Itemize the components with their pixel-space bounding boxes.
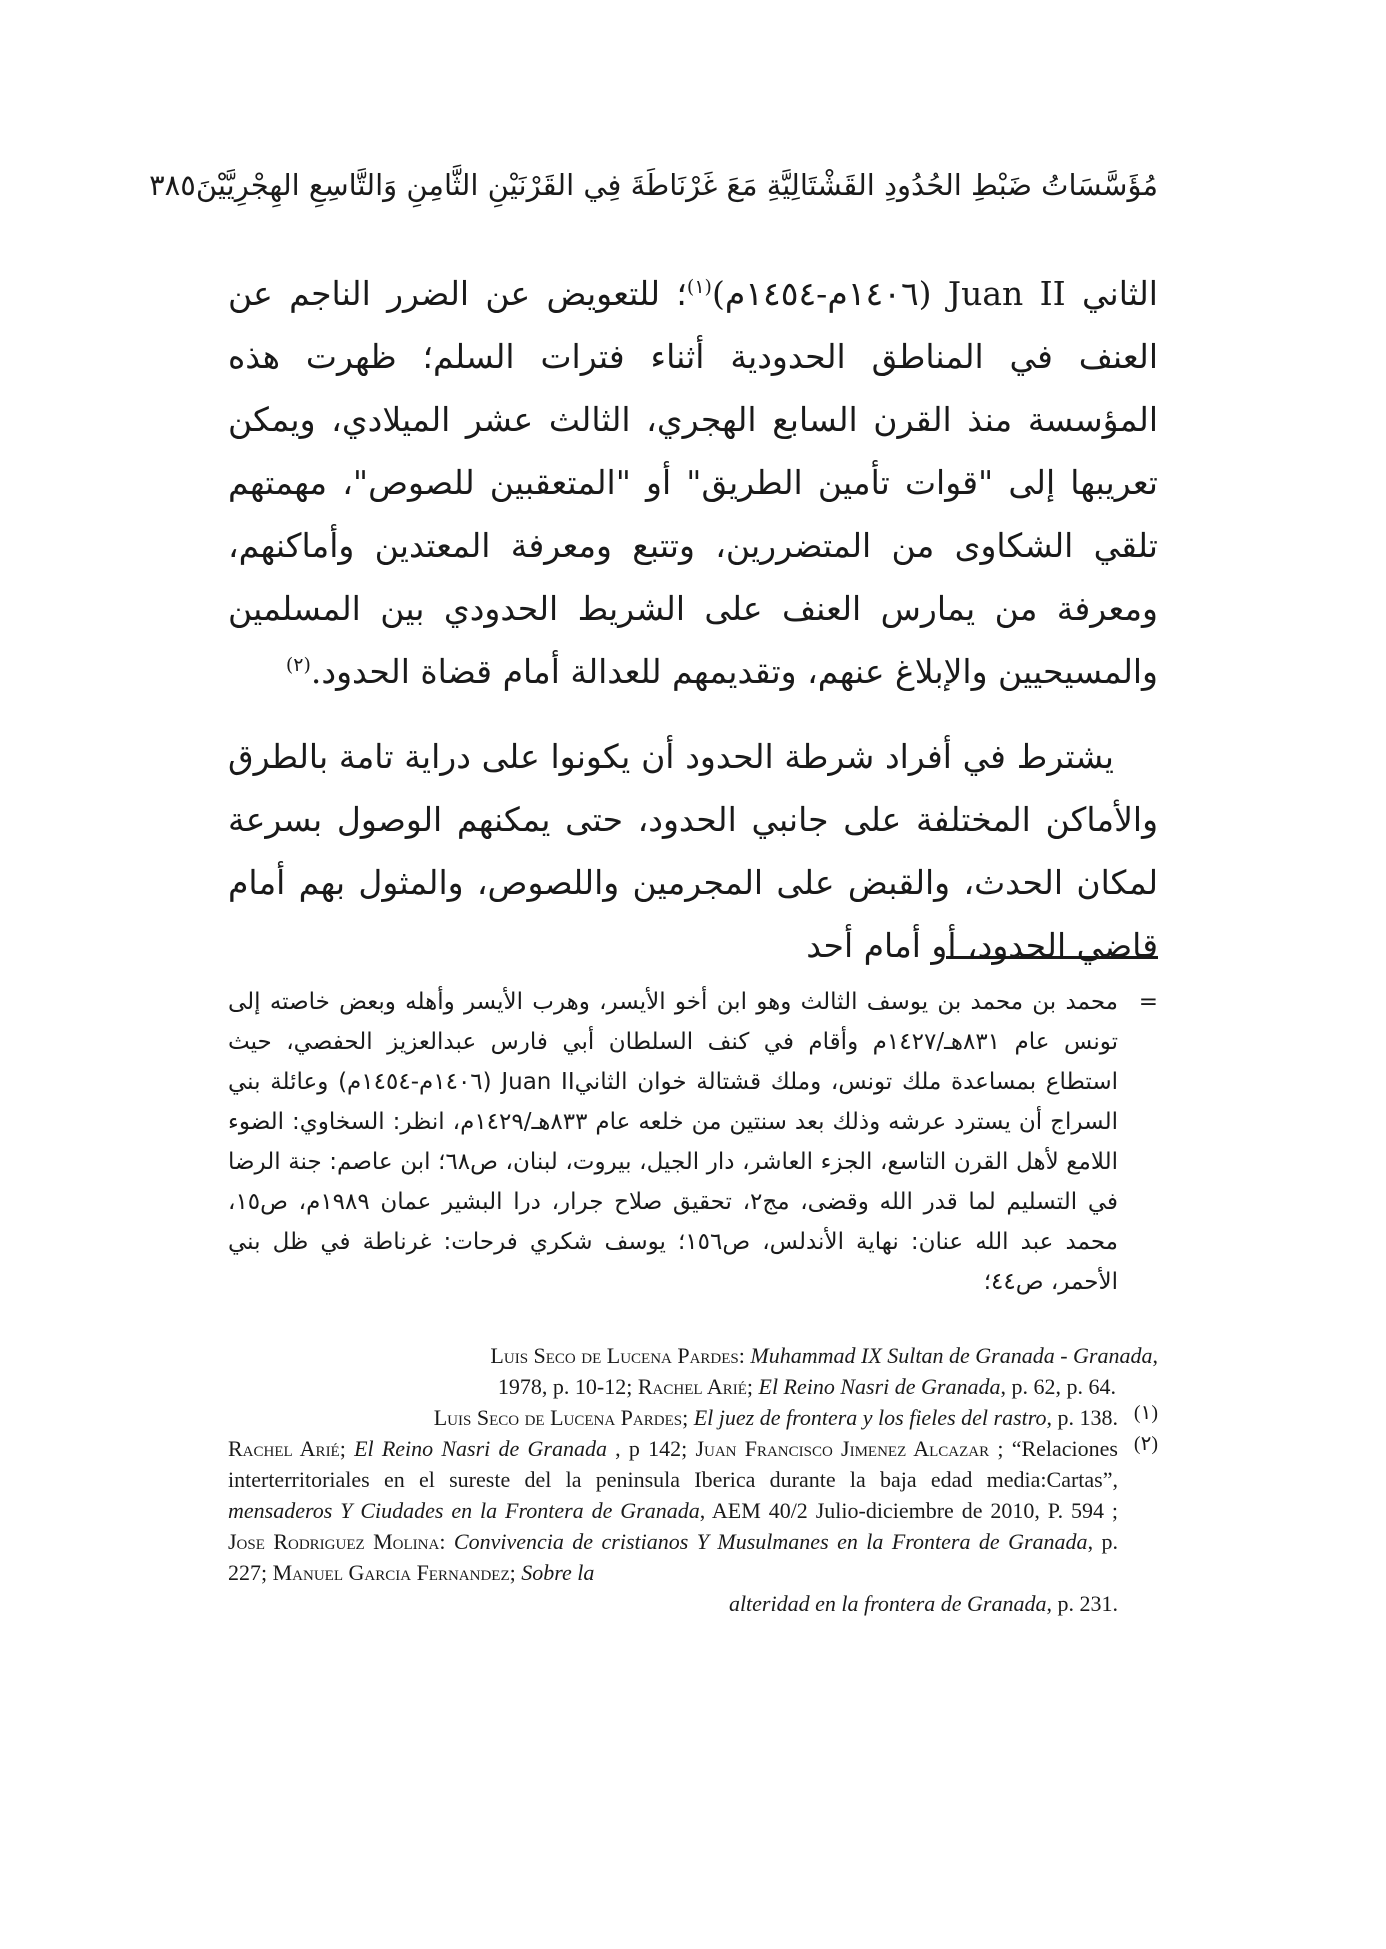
note2-author-1: Rachel Arié (228, 1436, 340, 1461)
ref1-author-2: Rachel Arié (637, 1374, 747, 1399)
note2-sep-4: ; (509, 1560, 522, 1585)
note2-author-2: Juan Francisco Jimenez Alcazar (695, 1436, 990, 1461)
ref1-comma: , (1152, 1343, 1158, 1368)
arabic-footnote-body: محمد بن محمد بن يوسف الثالث وهو ابن أخو الأيسر، وهرب الأيسر وأهله وبعض خاصته إلى تونس عام ٨٣١هـ/١٤٢٧م وأقام في كنف السلطان أبي فارس عبدالعزيز الحفصي، حيث استطاع بمساعدة ملك تونس، وملك قشتالة خوان الثانيJuan II (١٤٠٦م-١٤٥٤م) وعائلة بني السراج أن يسترد عرشه وذلك بعد سنتين من خلعه عام ٨٣٣هـ/١٤٢٩م، انظر: السخاوي: الضوء اللامع لأهل القرن التاسع، الجزء العاشر، دار الجيل، بيروت، لبنان، ص٦٨؛ ابن عاصم: جنة الرضا في التسليم لما قدر الله وقضى، مج٢، تحقيق صلاح جرار، درا البشير عمان ١٩٨٩م، ص١٥، محمد عبد الله عنان: نهاية الأندلس، ص١٥٦؛ يوسف شكري فرحات: غرناطة في ظل بني الأحمر، ص٤٤؛ (228, 989, 1118, 1295)
running-title: مُؤَسَّسَاتُ ضَبْطِ الحُدُودِ القَشْتَالِيَّةِ مَعَ غَرْنَاطَةَ فِي القَرْنَيْنِ الثَّامِنِ وَالتَّاسِعِ الهِجْرِيَّيْنَ (195, 168, 1158, 202)
footnote-divider (946, 956, 1158, 959)
footnote-1-number: (١) (1133, 1402, 1158, 1424)
arabic-footnote-text (228, 982, 1158, 1302)
note2-sep-3: : (439, 1529, 454, 1554)
note2-part-4: , p. 227; (228, 1529, 1119, 1585)
footnote-2-number: (٢) (1133, 1433, 1158, 1455)
ref1-line2-a: 1978, p. 10-12; (497, 1374, 638, 1399)
latin-reference-continued (228, 1340, 1158, 1402)
latin-footnotes (228, 1340, 1158, 1619)
note2-part-1: , p 142; (606, 1436, 696, 1461)
main-text (228, 262, 1158, 977)
note1-tail: , p. 138. (1046, 1405, 1118, 1430)
ref1-author: Luis Seco de Lucena Pardes (490, 1343, 739, 1368)
note2-sep-1: ; (339, 1436, 355, 1461)
ref1-sep: : (738, 1343, 751, 1368)
paragraph-2: يشترط في أفراد شرطة الحدود أن يكونوا على دراية تامة بالطرق والأماكن المختلفة على جانبي الحدود، حتى يمكنهم الوصول بسرعة لمكان الحدث، والقبض على المجرمين واللصوص، والمثول بهم أمام قاضي الحدود، أو أمام أحد (228, 737, 1158, 965)
paragraph-1-start: الثاني Juan II (١٤٠٦م-١٤٥٤م) (711, 274, 1158, 313)
ref1-sep-2: ; (746, 1374, 759, 1399)
note2-author-4: Manuel Garcia Fernandez (272, 1560, 510, 1585)
note2-part-2: ; “Relaciones interterritoriales en el sureste del la peninsula Iberica durante la baja edad media:Cartas”, (228, 1436, 1118, 1492)
page-number: ٣٨٥ (149, 168, 196, 202)
footnote-2 (228, 1433, 1158, 1619)
note2-part-3: , AEM 40/2 Julio-diciembre de 2010, P. 594 ; (699, 1498, 1118, 1523)
note2-title-4a: Sobre la (521, 1560, 595, 1585)
paragraph-1 (228, 262, 1158, 703)
ref1-title-2: El Reino Nasri de Granada (758, 1374, 1001, 1399)
note2-title-1: El Reino Nasri de Granada (354, 1436, 607, 1461)
note2-author-3: Jose Rodriguez Molina (228, 1529, 440, 1554)
ref1-title: Muhammad IX Sultan de Granada - Granada (750, 1343, 1153, 1368)
note2-title-3: Convivencia de cristianos Y Musulmanes en la Frontera de Granada (453, 1529, 1088, 1554)
note2-last-line (228, 1588, 1118, 1619)
ref1-line2-b: , p. 62, p. 64. (1000, 1374, 1116, 1399)
note2-title-2: mensaderos Y Ciudades en la Frontera de Granada (228, 1498, 700, 1523)
footnote-ref-2: (٢) (285, 654, 311, 676)
footnote-ref-1: (١) (686, 276, 712, 298)
footnote-1 (228, 1402, 1158, 1433)
arabic-footnote (228, 982, 1158, 1302)
continuation-mark: = (1138, 989, 1158, 1015)
note2-title-4b: alteridad en la frontera de Granada (728, 1591, 1047, 1616)
paragraph-1-rest: ؛ للتعويض عن الضرر الناجم عن العنف في المناطق الحدودية أثناء فترات السلم؛ ظهرت هذه المؤسسة منذ القرن السابع الهجري، الثالث عشر الميلادي، ويمكن تعريبها إلى "قوات تأمين الطريق" أو "المتعقبين للصوص"، مهمتهم تلقي الشكاوى من المتضررين، وتتبع ومعرفة المعتدين وأماكنهم، ومعرفة من يمارس العنف على الشريط الحدودي بين المسلمين والمسيحيين والإبلاغ عنهم، وتقديمهم للعدالة أمام قضاة الحدود. (228, 274, 1158, 691)
note1-title: El juez de frontera y los fieles del rastro (693, 1405, 1047, 1430)
note1-sep: ; (682, 1405, 694, 1430)
ref1-line-2 (228, 1371, 1158, 1402)
note2-part-5: , p. 231. (1046, 1591, 1118, 1616)
page-header (149, 160, 1158, 210)
note1-author: Luis Seco de Lucena Pardes (433, 1405, 683, 1430)
